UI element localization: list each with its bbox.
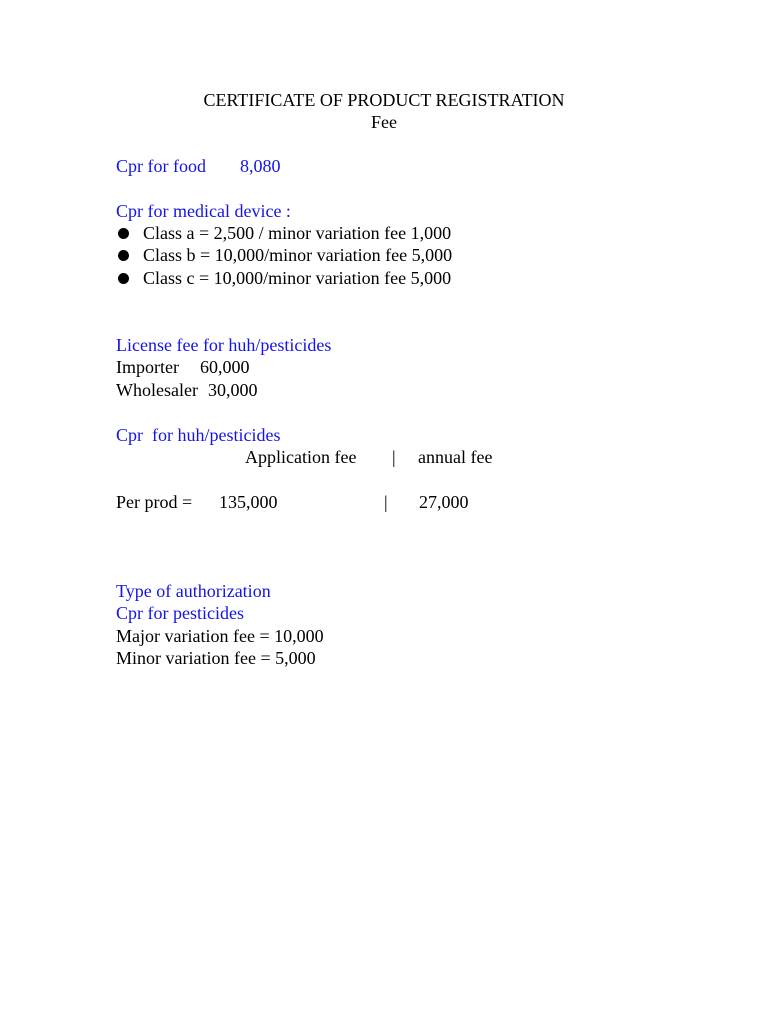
annual-fee-header: annual fee	[418, 447, 493, 467]
major-variation-fee: Major variation fee = 10,000	[116, 626, 324, 646]
application-fee-header: Application fee	[245, 447, 357, 467]
class-c-fee: Class c = 10,000/minor variation fee 5,000	[143, 268, 452, 288]
column-separator: |	[392, 447, 396, 467]
authorization-heading: Type of authorization	[116, 581, 271, 601]
food-label: Cpr for food	[116, 156, 206, 176]
bullet-icon	[118, 250, 129, 261]
document-title: CERTIFICATE OF PRODUCT REGISTRATION	[203, 90, 565, 110]
license-heading: License fee for huh/pesticides	[116, 335, 332, 355]
food-amount: 8,080	[240, 156, 281, 176]
application-fee-value: 135,000	[219, 492, 278, 512]
bullet-icon	[118, 228, 129, 239]
importer-amount: 60,000	[200, 357, 250, 377]
wholesaler-amount: 30,000	[208, 380, 258, 400]
pesticides-heading: Cpr for pesticides	[116, 603, 244, 623]
class-a-fee: Class a = 2,500 / minor variation fee 1,000	[143, 223, 452, 243]
document-subtitle: Fee	[371, 112, 397, 132]
medical-device-heading: Cpr for medical device :	[116, 201, 291, 221]
column-separator: |	[384, 492, 388, 512]
annual-fee-value: 27,000	[419, 492, 469, 512]
bullet-icon	[118, 273, 129, 284]
cpr-huh-heading: Cpr for huh/pesticides	[116, 425, 281, 445]
per-prod-label: Per prod =	[116, 492, 193, 512]
wholesaler-label: Wholesaler	[116, 380, 198, 400]
class-b-fee: Class b = 10,000/minor variation fee 5,000	[143, 245, 453, 265]
minor-variation-fee: Minor variation fee = 5,000	[116, 648, 316, 668]
importer-label: Importer	[116, 357, 179, 377]
